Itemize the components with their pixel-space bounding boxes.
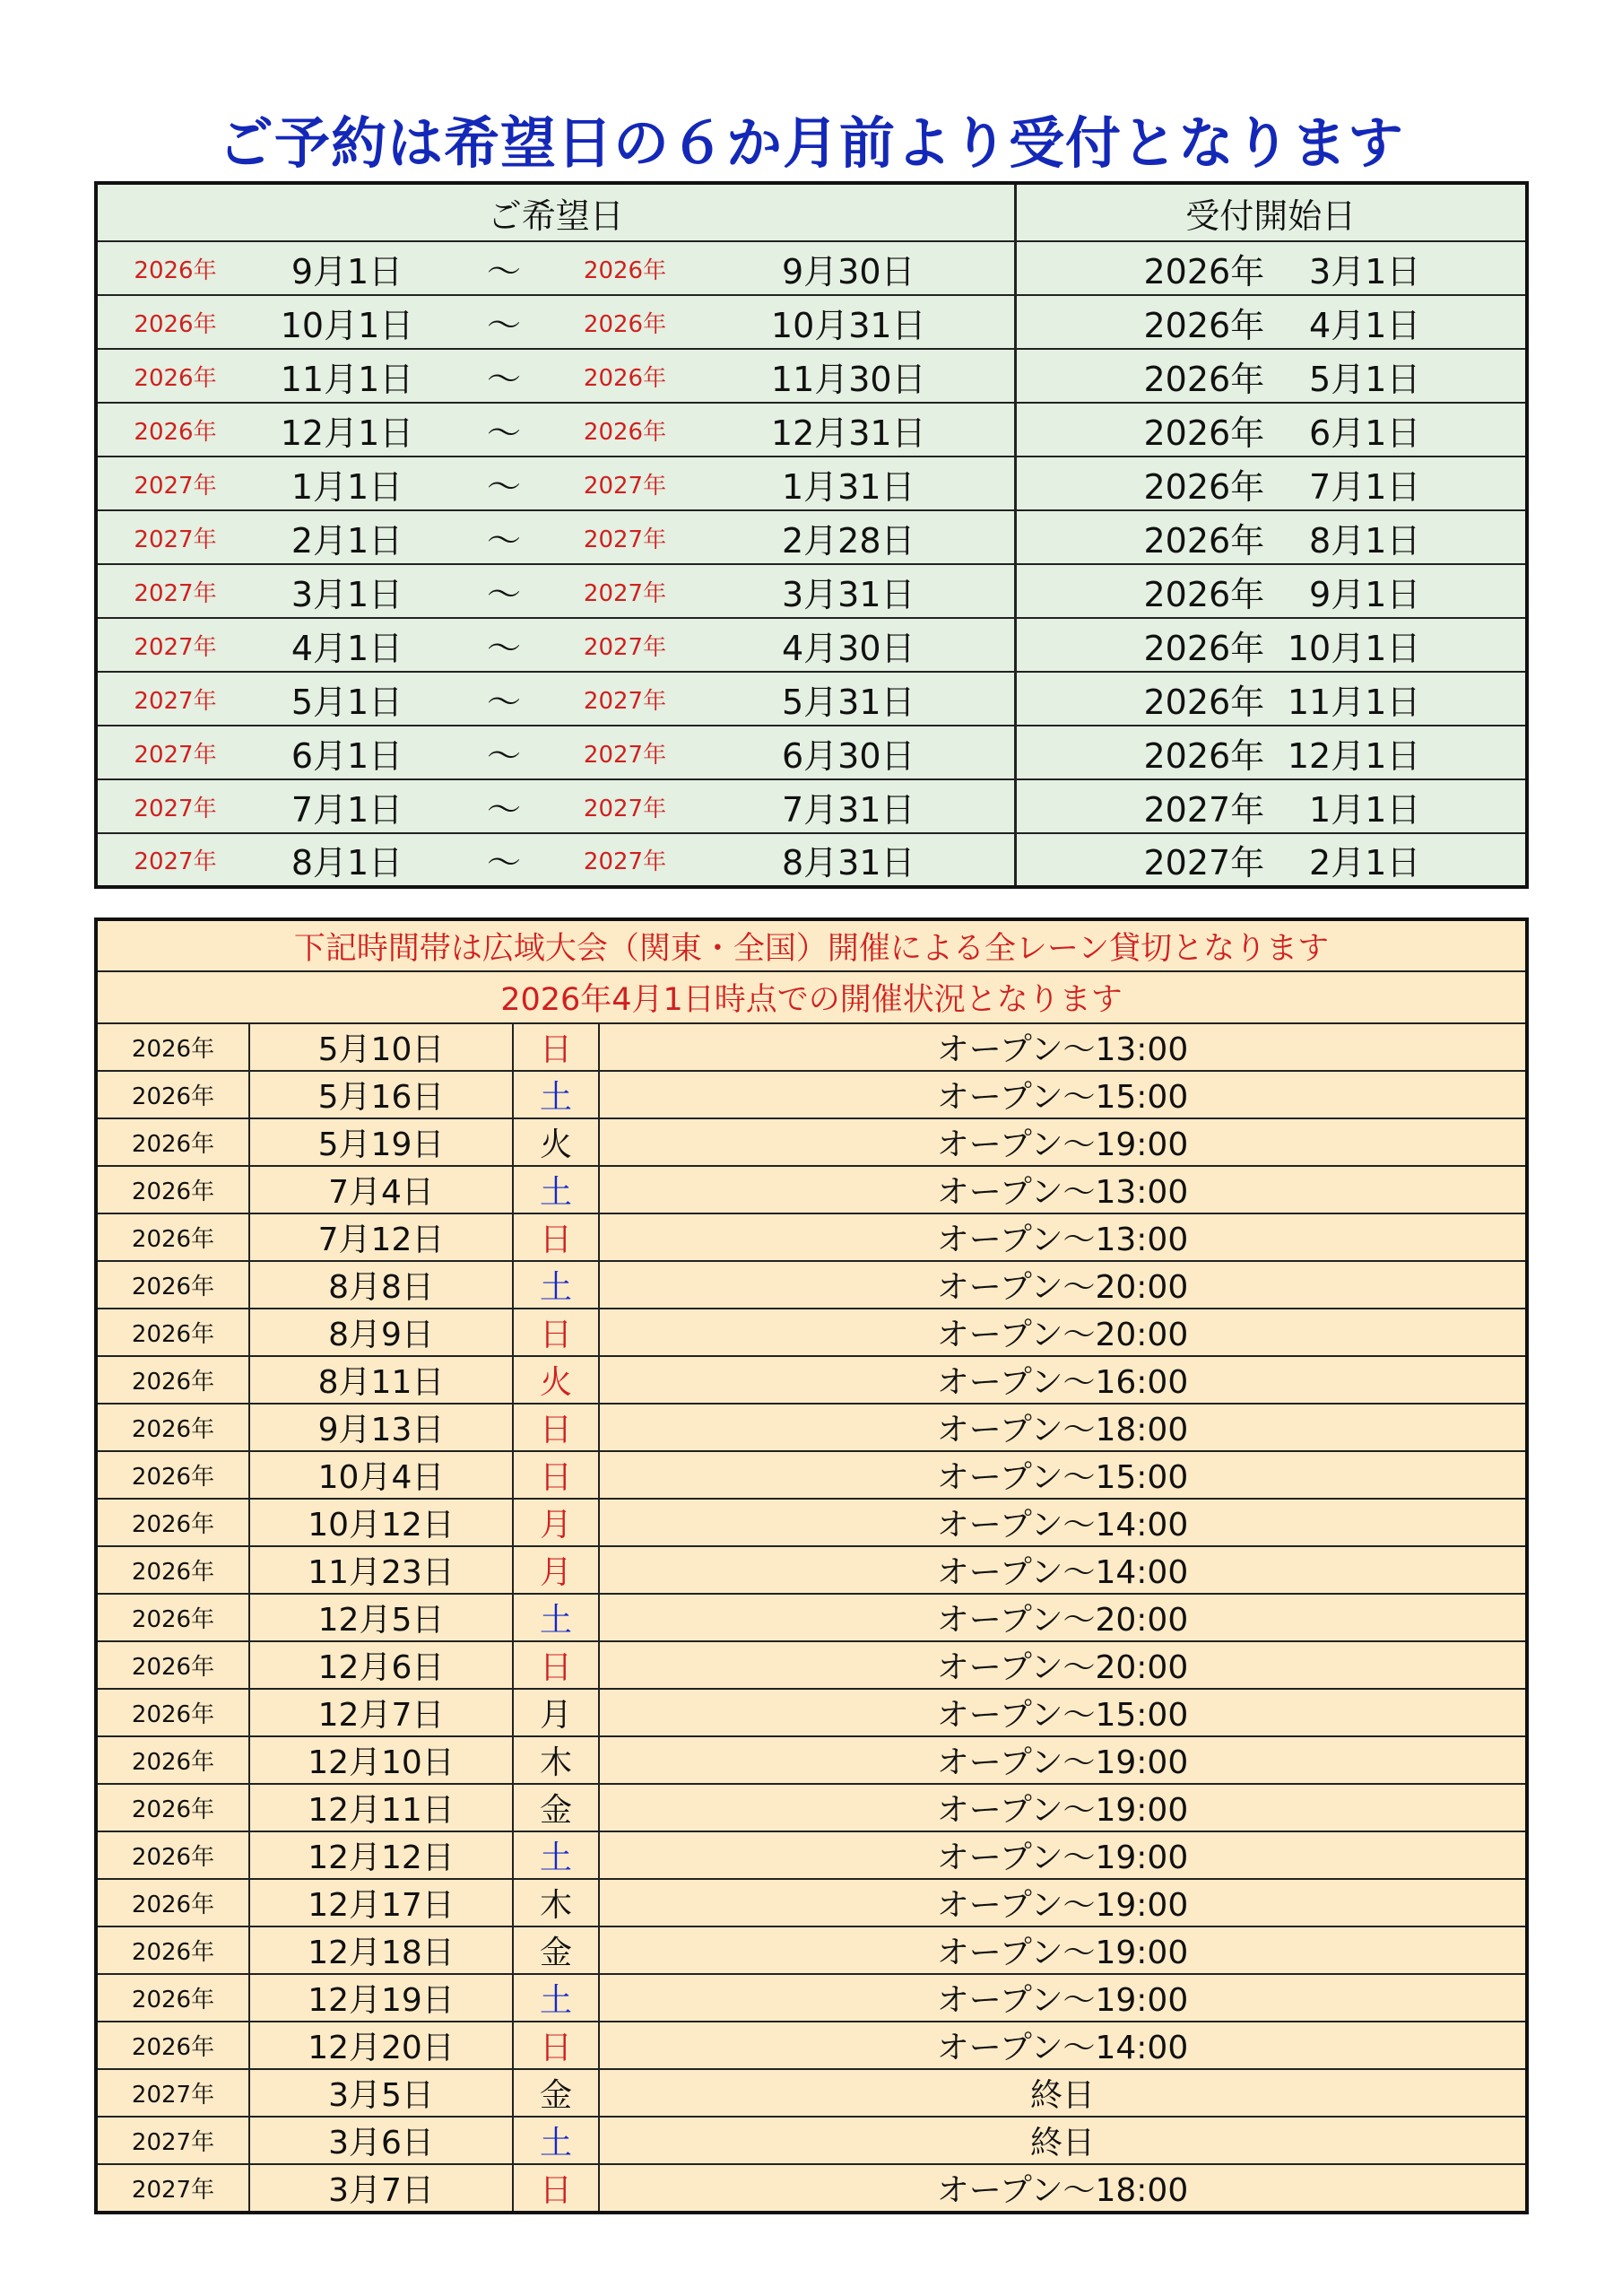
event-time: オープン～14:00 (599, 1499, 1527, 1546)
event-year: 2027年 (96, 2069, 249, 2117)
event-date: 9月13日 (249, 1404, 513, 1451)
start-month: 7 (1309, 466, 1331, 507)
event-date: 12月12日 (249, 1831, 513, 1879)
table-row (96, 1166, 1527, 1213)
event-time: オープン～14:00 (599, 2022, 1527, 2069)
start-date-cell (1015, 241, 1527, 295)
start-month: 9 (1309, 574, 1331, 614)
event-weekday: 火 (513, 1356, 599, 1404)
table-row (96, 618, 1527, 672)
start-month: 11 (1287, 682, 1331, 722)
event-weekday: 土 (513, 1261, 599, 1309)
from-date: 6月1日 (253, 726, 441, 779)
from-year: 2027年 (96, 726, 253, 779)
event-weekday: 木 (513, 1736, 599, 1784)
event-weekday: 日 (513, 2164, 599, 2213)
header-desired-date: ご希望日 (96, 183, 1015, 241)
to-year: 2027年 (567, 457, 683, 510)
table-row (96, 1736, 1527, 1784)
note-as-of-date: 2026年4月1日時点での開催状況となります (96, 971, 1527, 1023)
start-year: 2027年 (1143, 789, 1265, 830)
start-day: 月1日 (1331, 359, 1421, 399)
event-date: 5月10日 (249, 1023, 513, 1071)
start-year: 2026年 (1143, 251, 1265, 291)
range-tilde: ～ (441, 295, 567, 349)
range-tilde: ～ (441, 403, 567, 457)
to-year: 2027年 (567, 510, 683, 564)
start-date-cell (1015, 779, 1527, 833)
from-date: 4月1日 (253, 618, 441, 672)
table-row (96, 1023, 1527, 1071)
event-year: 2026年 (96, 1166, 249, 1213)
start-date-cell (1015, 833, 1527, 887)
to-date: 10月31日 (683, 295, 1015, 349)
event-weekday: 土 (513, 2117, 599, 2164)
event-time: 終日 (599, 2117, 1527, 2164)
event-time: オープン～19:00 (599, 1831, 1527, 1879)
event-time: オープン～20:00 (599, 1641, 1527, 1689)
from-date: 12月1日 (253, 403, 441, 457)
range-tilde: ～ (441, 241, 567, 295)
event-year: 2026年 (96, 1213, 249, 1261)
event-time: オープン～13:00 (599, 1213, 1527, 1261)
event-year: 2027年 (96, 2117, 249, 2164)
from-year: 2027年 (96, 833, 253, 887)
start-date-cell (1015, 618, 1527, 672)
table-row (96, 1118, 1527, 1166)
start-date-cell (1015, 672, 1527, 726)
to-year: 2027年 (567, 779, 683, 833)
table-row (96, 2022, 1527, 2069)
event-time: オープン～19:00 (599, 1784, 1527, 1831)
table-row (96, 2069, 1527, 2117)
event-year: 2026年 (96, 1736, 249, 1784)
event-year: 2026年 (96, 1023, 249, 1071)
start-month: 2 (1309, 843, 1331, 883)
to-date: 5月31日 (683, 672, 1015, 726)
to-year: 2027年 (567, 726, 683, 779)
event-date: 3月7日 (249, 2164, 513, 2213)
event-date: 5月16日 (249, 1071, 513, 1118)
from-year: 2027年 (96, 510, 253, 564)
from-date: 2月1日 (253, 510, 441, 564)
event-weekday: 土 (513, 1974, 599, 2022)
to-year: 2027年 (567, 672, 683, 726)
table-row (96, 1926, 1527, 1974)
from-date: 9月1日 (253, 241, 441, 295)
range-tilde: ～ (441, 618, 567, 672)
table-row (96, 1689, 1527, 1736)
event-year: 2026年 (96, 1404, 249, 1451)
event-date: 7月4日 (249, 1166, 513, 1213)
event-date: 12月6日 (249, 1641, 513, 1689)
event-year: 2027年 (96, 2164, 249, 2213)
start-date-cell (1015, 457, 1527, 510)
event-date: 10月4日 (249, 1451, 513, 1499)
table-row (96, 349, 1527, 403)
start-year: 2026年 (1143, 574, 1265, 614)
event-weekday: 月 (513, 1689, 599, 1736)
start-month: 5 (1309, 359, 1331, 399)
start-date-cell (1015, 295, 1527, 349)
event-date: 8月9日 (249, 1309, 513, 1356)
event-weekday: 日 (513, 1404, 599, 1451)
event-date: 8月11日 (249, 1356, 513, 1404)
range-tilde: ～ (441, 564, 567, 618)
event-time: オープン～19:00 (599, 1736, 1527, 1784)
event-date: 8月8日 (249, 1261, 513, 1309)
table-row (96, 1499, 1527, 1546)
from-date: 1月1日 (253, 457, 441, 510)
event-time: オープン～15:00 (599, 1071, 1527, 1118)
to-year: 2027年 (567, 618, 683, 672)
event-year: 2026年 (96, 1309, 249, 1356)
from-year: 2027年 (96, 618, 253, 672)
to-date: 1月31日 (683, 457, 1015, 510)
from-year: 2026年 (96, 403, 253, 457)
event-time: オープン～13:00 (599, 1023, 1527, 1071)
event-date: 10月12日 (249, 1499, 513, 1546)
event-time: オープン～19:00 (599, 1118, 1527, 1166)
from-year: 2026年 (96, 241, 253, 295)
from-year: 2027年 (96, 779, 253, 833)
event-weekday: 金 (513, 2069, 599, 2117)
table-row (96, 457, 1527, 510)
start-year: 2026年 (1143, 466, 1265, 507)
event-weekday: 日 (513, 1309, 599, 1356)
to-date: 3月31日 (683, 564, 1015, 618)
table-row (96, 1784, 1527, 1831)
to-year: 2027年 (567, 833, 683, 887)
from-date: 11月1日 (253, 349, 441, 403)
start-year: 2026年 (1143, 305, 1265, 345)
from-year: 2027年 (96, 457, 253, 510)
table-row (96, 1831, 1527, 1879)
event-weekday: 日 (513, 1641, 599, 1689)
range-tilde: ～ (441, 457, 567, 510)
event-year: 2026年 (96, 1118, 249, 1166)
event-weekday: 月 (513, 1546, 599, 1594)
to-date: 4月30日 (683, 618, 1015, 672)
event-date: 3月5日 (249, 2069, 513, 2117)
range-tilde: ～ (441, 510, 567, 564)
event-date: 12月10日 (249, 1736, 513, 1784)
from-year: 2027年 (96, 672, 253, 726)
event-weekday: 土 (513, 1831, 599, 1879)
event-weekday: 日 (513, 1213, 599, 1261)
event-weekday: 金 (513, 1926, 599, 1974)
page-title: ご予約は希望日の６か月前より受付となります (217, 110, 1404, 176)
table-row (96, 241, 1527, 295)
start-day: 月1日 (1331, 466, 1421, 507)
from-date: 10月1日 (253, 295, 441, 349)
table-row (96, 1404, 1527, 1451)
event-year: 2026年 (96, 1071, 249, 1118)
table-row (96, 1309, 1527, 1356)
event-date: 12月7日 (249, 1689, 513, 1736)
to-year: 2026年 (567, 403, 683, 457)
event-date: 11月23日 (249, 1546, 513, 1594)
start-day: 月1日 (1331, 520, 1421, 561)
event-year: 2026年 (96, 1499, 249, 1546)
start-day: 月1日 (1331, 843, 1421, 883)
to-date: 8月31日 (683, 833, 1015, 887)
table-row (96, 1641, 1527, 1689)
event-date: 12月18日 (249, 1926, 513, 1974)
event-weekday: 土 (513, 1166, 599, 1213)
event-weekday: 金 (513, 1784, 599, 1831)
from-year: 2027年 (96, 564, 253, 618)
table-row (96, 833, 1527, 887)
from-date: 7月1日 (253, 779, 441, 833)
table-row (96, 1451, 1527, 1499)
to-date: 7月31日 (683, 779, 1015, 833)
event-time: オープン～15:00 (599, 1689, 1527, 1736)
header-start-date: 受付開始日 (1015, 183, 1527, 241)
table-row (96, 779, 1527, 833)
table-row (96, 510, 1527, 564)
start-year: 2026年 (1143, 520, 1265, 561)
start-date-cell (1015, 510, 1527, 564)
event-time: オープン～20:00 (599, 1261, 1527, 1309)
event-weekday: 土 (513, 1071, 599, 1118)
note-row (96, 971, 1527, 1023)
table-row (96, 2164, 1527, 2213)
to-date: 2月28日 (683, 510, 1015, 564)
start-month: 1 (1309, 789, 1331, 830)
start-date-cell (1015, 564, 1527, 618)
table-row (96, 1213, 1527, 1261)
table-row (96, 1071, 1527, 1118)
event-date: 12月11日 (249, 1784, 513, 1831)
start-month: 4 (1309, 305, 1331, 345)
start-year: 2027年 (1143, 843, 1265, 883)
from-year: 2026年 (96, 295, 253, 349)
start-day: 月1日 (1331, 735, 1421, 776)
to-year: 2026年 (567, 241, 683, 295)
to-year: 2026年 (567, 295, 683, 349)
from-year: 2026年 (96, 349, 253, 403)
table-row (96, 1879, 1527, 1926)
event-weekday: 土 (513, 1594, 599, 1641)
range-tilde: ～ (441, 779, 567, 833)
event-time: オープン～19:00 (599, 1926, 1527, 1974)
start-day: 月1日 (1331, 789, 1421, 830)
table-row (96, 1356, 1527, 1404)
event-year: 2026年 (96, 1974, 249, 2022)
table-row (96, 295, 1527, 349)
table-row (96, 1261, 1527, 1309)
range-tilde: ～ (441, 672, 567, 726)
event-weekday: 日 (513, 2022, 599, 2069)
event-date: 12月20日 (249, 2022, 513, 2069)
table-row (96, 564, 1527, 618)
event-weekday: 木 (513, 1879, 599, 1926)
event-time: オープン～19:00 (599, 1879, 1527, 1926)
start-date-cell (1015, 403, 1527, 457)
event-time: 終日 (599, 2069, 1527, 2117)
event-weekday: 日 (513, 1451, 599, 1499)
table-row (96, 1974, 1527, 2022)
event-time: オープン～13:00 (599, 1166, 1527, 1213)
reservation-schedule-table (94, 181, 1529, 889)
start-day: 月1日 (1331, 305, 1421, 345)
event-time: オープン～16:00 (599, 1356, 1527, 1404)
event-year: 2026年 (96, 1546, 249, 1594)
event-year: 2026年 (96, 1784, 249, 1831)
table-header-row (96, 183, 1527, 241)
table-row (96, 726, 1527, 779)
table-row (96, 403, 1527, 457)
table-row (96, 672, 1527, 726)
from-date: 5月1日 (253, 672, 441, 726)
start-date-cell (1015, 349, 1527, 403)
table-row (96, 2117, 1527, 2164)
event-date: 5月19日 (249, 1118, 513, 1166)
start-date-cell (1015, 726, 1527, 779)
start-year: 2026年 (1143, 359, 1265, 399)
event-year: 2026年 (96, 1831, 249, 1879)
start-month: 6 (1309, 413, 1331, 453)
to-year: 2027年 (567, 564, 683, 618)
event-date: 3月6日 (249, 2117, 513, 2164)
event-date: 12月17日 (249, 1879, 513, 1926)
note-exclusive-use: 下記時間帯は広域大会（関東・全国）開催による全レーン貸切となります (96, 919, 1527, 971)
event-time: オープン～14:00 (599, 1546, 1527, 1594)
from-date: 8月1日 (253, 833, 441, 887)
exclusive-use-events-table (94, 918, 1529, 2214)
event-year: 2026年 (96, 1926, 249, 1974)
event-year: 2026年 (96, 1689, 249, 1736)
start-year: 2026年 (1143, 735, 1265, 776)
event-year: 2026年 (96, 1451, 249, 1499)
event-time: オープン～18:00 (599, 1404, 1527, 1451)
to-date: 11月30日 (683, 349, 1015, 403)
start-day: 月1日 (1331, 574, 1421, 614)
start-day: 月1日 (1331, 413, 1421, 453)
event-year: 2026年 (96, 1356, 249, 1404)
event-time: オープン～15:00 (599, 1451, 1527, 1499)
to-date: 12月31日 (683, 403, 1015, 457)
start-month: 12 (1287, 735, 1331, 776)
note-row (96, 919, 1527, 971)
start-month: 3 (1309, 251, 1331, 291)
range-tilde: ～ (441, 349, 567, 403)
start-month: 10 (1287, 628, 1331, 668)
range-tilde: ～ (441, 833, 567, 887)
event-year: 2026年 (96, 1261, 249, 1309)
event-weekday: 火 (513, 1118, 599, 1166)
event-year: 2026年 (96, 2022, 249, 2069)
event-time: オープン～20:00 (599, 1309, 1527, 1356)
table-row (96, 1594, 1527, 1641)
event-weekday: 日 (513, 1023, 599, 1071)
event-date: 12月5日 (249, 1594, 513, 1641)
start-day: 月1日 (1331, 251, 1421, 291)
to-year: 2026年 (567, 349, 683, 403)
start-day: 月1日 (1331, 628, 1421, 668)
event-time: オープン～19:00 (599, 1974, 1527, 2022)
start-year: 2026年 (1143, 682, 1265, 722)
from-date: 3月1日 (253, 564, 441, 618)
start-month: 8 (1309, 520, 1331, 561)
event-date: 7月12日 (249, 1213, 513, 1261)
range-tilde: ～ (441, 726, 567, 779)
start-year: 2026年 (1143, 628, 1265, 668)
event-time: オープン～18:00 (599, 2164, 1527, 2213)
event-time: オープン～20:00 (599, 1594, 1527, 1641)
event-year: 2026年 (96, 1879, 249, 1926)
start-day: 月1日 (1331, 682, 1421, 722)
event-date: 12月19日 (249, 1974, 513, 2022)
to-date: 6月30日 (683, 726, 1015, 779)
event-year: 2026年 (96, 1594, 249, 1641)
to-date: 9月30日 (683, 241, 1015, 295)
start-year: 2026年 (1143, 413, 1265, 453)
event-weekday: 月 (513, 1499, 599, 1546)
table-row (96, 1546, 1527, 1594)
event-year: 2026年 (96, 1641, 249, 1689)
